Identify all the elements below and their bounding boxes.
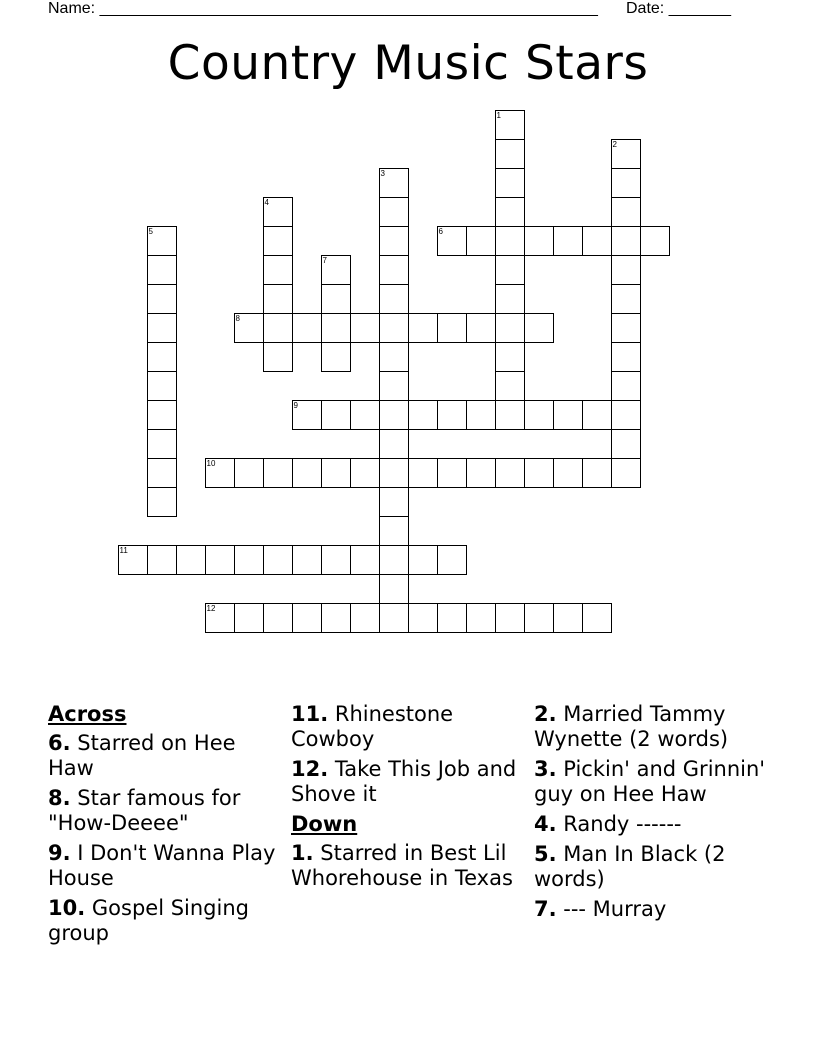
cell-number: 11 — [119, 546, 128, 555]
grid-cell[interactable] — [437, 458, 467, 488]
grid-cell[interactable] — [321, 313, 351, 343]
grid-cell[interactable] — [495, 342, 525, 372]
grid-cell[interactable] — [611, 197, 641, 227]
grid-cell[interactable] — [263, 603, 293, 633]
clue-item — [534, 757, 774, 807]
clue-item — [48, 786, 278, 836]
clue-column-1 — [48, 702, 278, 951]
grid-cell[interactable] — [553, 226, 583, 256]
grid-cell[interactable] — [234, 313, 264, 343]
grid-cell[interactable] — [147, 255, 177, 285]
grid-cell[interactable] — [408, 458, 438, 488]
clue-number: 2. — [534, 702, 557, 726]
grid-cell[interactable] — [263, 226, 293, 256]
grid-cell[interactable] — [495, 284, 525, 314]
clue-item — [534, 897, 774, 922]
grid-cell[interactable] — [147, 226, 177, 256]
grid-cell[interactable] — [437, 545, 467, 575]
grid-cell[interactable] — [408, 313, 438, 343]
grid-cell[interactable] — [292, 545, 322, 575]
clue-item — [48, 896, 278, 946]
clue-number: 1. — [291, 841, 314, 865]
clue-text: --- Murray — [556, 897, 667, 921]
grid-cell[interactable] — [379, 168, 409, 198]
grid-cell[interactable] — [205, 458, 235, 488]
grid-cell[interactable] — [379, 458, 409, 488]
grid-cell[interactable] — [234, 603, 264, 633]
grid-cell[interactable] — [292, 400, 322, 430]
grid-cell[interactable] — [466, 458, 496, 488]
grid-cell[interactable] — [495, 226, 525, 256]
across-heading: Across — [48, 702, 127, 726]
grid-cell[interactable] — [408, 545, 438, 575]
grid-cell[interactable] — [147, 545, 177, 575]
grid-cell[interactable] — [350, 458, 380, 488]
grid-cell[interactable] — [611, 226, 641, 256]
clue-text: Starred on Hee Haw — [48, 731, 236, 780]
clue-text: Gospel Singing group — [48, 896, 249, 945]
clue-item — [291, 702, 521, 752]
grid-cell[interactable] — [437, 226, 467, 256]
clue-item — [291, 841, 521, 891]
grid-cell[interactable] — [379, 197, 409, 227]
grid-cell[interactable] — [263, 342, 293, 372]
grid-cell[interactable] — [379, 313, 409, 343]
grid-cell[interactable] — [263, 255, 293, 285]
grid-cell[interactable] — [611, 400, 641, 430]
grid-cell[interactable] — [263, 458, 293, 488]
grid-cell[interactable] — [437, 603, 467, 633]
clue-item — [534, 842, 774, 892]
clue-column-2 — [291, 702, 521, 896]
grid-cell[interactable] — [379, 400, 409, 430]
clue-number: 4. — [534, 812, 557, 836]
grid-cell[interactable] — [611, 284, 641, 314]
grid-cell[interactable] — [553, 400, 583, 430]
grid-cell[interactable] — [176, 545, 206, 575]
grid-cell[interactable] — [524, 313, 554, 343]
grid-cell[interactable] — [553, 458, 583, 488]
grid-cell[interactable] — [379, 545, 409, 575]
cell-number: 6 — [438, 227, 443, 236]
grid-cell[interactable] — [350, 545, 380, 575]
clue-item — [291, 757, 521, 807]
clue-item — [48, 841, 278, 891]
clue-text: Rhinestone Cowboy — [291, 702, 454, 751]
clue-text: Married Tammy Wynette (2 words) — [534, 702, 729, 751]
grid-cell[interactable] — [611, 371, 641, 401]
grid-cell[interactable] — [379, 603, 409, 633]
grid-cell[interactable] — [263, 313, 293, 343]
clue-number: 8. — [48, 786, 71, 810]
grid-cell[interactable] — [524, 458, 554, 488]
grid-cell[interactable] — [611, 139, 641, 169]
grid-cell[interactable] — [495, 400, 525, 430]
grid-cell[interactable] — [582, 226, 612, 256]
clue-number: 11. — [291, 702, 329, 726]
clue-text: Pickin' and Grinnin' guy on Hee Haw — [534, 757, 766, 806]
grid-cell[interactable] — [379, 574, 409, 604]
grid-cell[interactable] — [611, 458, 641, 488]
date-field-label: Date: _______ — [626, 0, 731, 17]
grid-cell[interactable] — [379, 516, 409, 546]
grid-cell[interactable] — [524, 226, 554, 256]
grid-cell[interactable] — [321, 458, 351, 488]
grid-cell[interactable] — [495, 197, 525, 227]
grid-cell[interactable] — [263, 284, 293, 314]
clue-number: 3. — [534, 757, 557, 781]
cell-number: 9 — [293, 401, 298, 410]
grid-cell[interactable] — [466, 313, 496, 343]
grid-cell[interactable] — [379, 255, 409, 285]
grid-cell[interactable] — [495, 255, 525, 285]
clue-number: 7. — [534, 897, 557, 921]
grid-cell[interactable] — [495, 458, 525, 488]
clue-text: Starred in Best Lil Whorehouse in Texas — [291, 841, 513, 890]
grid-cell[interactable] — [292, 603, 322, 633]
grid-cell[interactable] — [321, 342, 351, 372]
grid-cell[interactable] — [147, 429, 177, 459]
clue-number: 10. — [48, 896, 86, 920]
clue-item — [534, 812, 774, 837]
grid-cell[interactable] — [611, 255, 641, 285]
grid-cell[interactable] — [611, 429, 641, 459]
grid-cell[interactable] — [234, 458, 264, 488]
grid-cell[interactable] — [495, 168, 525, 198]
grid-cell[interactable] — [292, 458, 322, 488]
clue-item — [534, 702, 774, 752]
grid-cell[interactable] — [408, 400, 438, 430]
grid-cell[interactable] — [379, 371, 409, 401]
grid-cell[interactable] — [263, 545, 293, 575]
clue-number: 9. — [48, 841, 71, 865]
clue-number: 6. — [48, 731, 71, 755]
grid-cell[interactable] — [379, 284, 409, 314]
grid-cell[interactable] — [495, 313, 525, 343]
grid-cell[interactable] — [611, 313, 641, 343]
grid-cell[interactable] — [321, 284, 351, 314]
grid-cell[interactable] — [147, 342, 177, 372]
grid-cell[interactable] — [350, 603, 380, 633]
grid-cell[interactable] — [205, 545, 235, 575]
grid-cell[interactable] — [379, 487, 409, 517]
grid-cell[interactable] — [350, 400, 380, 430]
grid-cell[interactable] — [495, 371, 525, 401]
grid-cell[interactable] — [466, 603, 496, 633]
grid-cell[interactable] — [321, 400, 351, 430]
grid-cell[interactable] — [379, 226, 409, 256]
grid-cell[interactable] — [611, 168, 641, 198]
grid-cell[interactable] — [582, 400, 612, 430]
grid-cell[interactable] — [321, 255, 351, 285]
grid-cell[interactable] — [582, 458, 612, 488]
grid-cell[interactable] — [437, 400, 467, 430]
grid-cell[interactable] — [321, 545, 351, 575]
grid-cell[interactable] — [466, 226, 496, 256]
grid-cell[interactable] — [408, 603, 438, 633]
clue-number: 5. — [534, 842, 557, 866]
clue-text: I Don't Wanna Play House — [48, 841, 276, 890]
grid-cell[interactable] — [495, 603, 525, 633]
grid-cell[interactable] — [234, 545, 264, 575]
clue-column-3 — [534, 702, 774, 927]
grid-cell[interactable] — [147, 400, 177, 430]
grid-cell[interactable] — [147, 371, 177, 401]
grid-cell[interactable] — [147, 284, 177, 314]
grid-cell[interactable] — [640, 226, 670, 256]
grid-cell[interactable] — [495, 110, 525, 140]
grid-cell[interactable] — [205, 603, 235, 633]
clue-number: 12. — [291, 757, 329, 781]
grid-cell[interactable] — [379, 342, 409, 372]
cell-number: 3 — [380, 169, 385, 178]
page-title: Country Music Stars — [167, 36, 649, 91]
clue-text: Take This Job and Shove it — [291, 757, 517, 806]
grid-cell[interactable] — [147, 313, 177, 343]
clue-text: Randy ------ — [556, 812, 682, 836]
grid-cell[interactable] — [553, 603, 583, 633]
grid-cell[interactable] — [495, 139, 525, 169]
grid-cell[interactable] — [582, 603, 612, 633]
grid-cell[interactable] — [118, 545, 148, 575]
cell-number: 12 — [206, 604, 216, 613]
grid-cell[interactable] — [524, 603, 554, 633]
grid-cell[interactable] — [321, 603, 351, 633]
cell-number: 1 — [496, 111, 501, 120]
grid-cell[interactable] — [350, 313, 380, 343]
clue-item — [48, 731, 278, 781]
cell-number: 10 — [206, 459, 216, 468]
grid-cell[interactable] — [437, 313, 467, 343]
cell-number: 8 — [235, 314, 240, 323]
grid-cell[interactable] — [524, 400, 554, 430]
grid-cell[interactable] — [466, 400, 496, 430]
cell-number: 5 — [148, 227, 153, 236]
clue-text: Man In Black (2 words) — [534, 842, 726, 891]
grid-cell[interactable] — [611, 342, 641, 372]
grid-cell[interactable] — [292, 313, 322, 343]
down-heading: Down — [291, 812, 358, 836]
name-field-label: Name: ________________________________________________________ — [48, 0, 598, 17]
cell-number: 2 — [612, 140, 617, 149]
grid-cell[interactable] — [379, 429, 409, 459]
grid-cell[interactable] — [263, 197, 293, 227]
clue-text: Star famous for "How-Deeee" — [48, 786, 241, 835]
grid-cell[interactable] — [147, 487, 177, 517]
grid-cell[interactable] — [147, 458, 177, 488]
cell-number: 7 — [322, 256, 327, 265]
cell-number: 4 — [264, 198, 269, 207]
